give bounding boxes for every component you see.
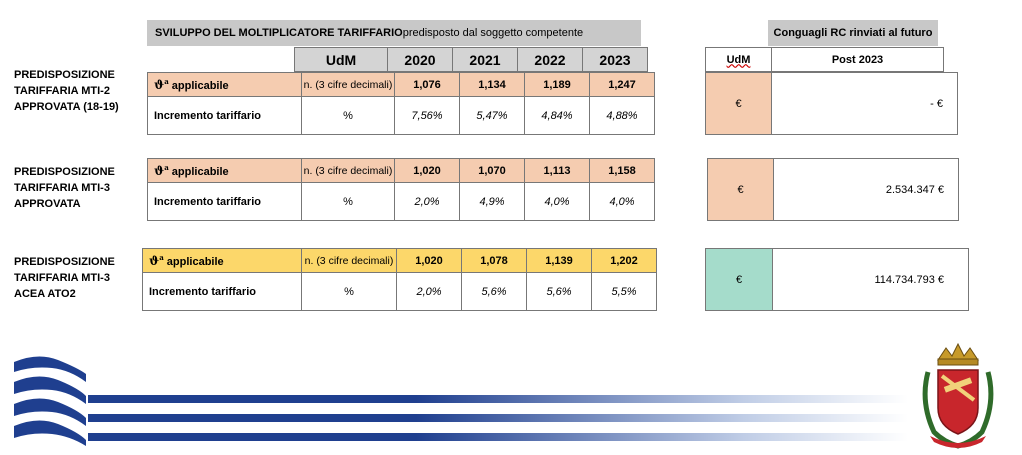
value-cell: 1,076 <box>395 73 460 97</box>
value-cell: 1,078 <box>462 249 527 273</box>
table-row <box>148 159 655 183</box>
value-cell: 2,0% <box>395 183 460 221</box>
udm-cell: % <box>302 183 395 221</box>
value-cell: 1,139 <box>527 249 592 273</box>
main-title-rest: predisposto dal soggetto competente <box>402 27 584 39</box>
theta-label: $ϑ^a$ applicabile <box>148 73 302 97</box>
right-value-cell: 114.734.793 € <box>773 249 969 311</box>
value-cell: 2,0% <box>397 273 462 311</box>
col-year-2023: 2023 <box>583 48 648 72</box>
right-table-mti2 <box>705 72 958 135</box>
section-label-mti2: PREDISPOSIZIONE TARIFFARIA MTI-2 APPROVATA (18-19) <box>14 69 119 113</box>
theta-label: $ϑ^a$ applicabile <box>148 159 302 183</box>
col-year-2022: 2022 <box>518 48 583 72</box>
water-wave-logo <box>8 352 88 447</box>
table-acea <box>142 248 657 311</box>
value-cell: 1,134 <box>460 73 525 97</box>
value-cell: 1,113 <box>525 159 590 183</box>
col-year-2021: 2021 <box>453 48 518 72</box>
section-label-mti3: PREDISPOSIZIONE TARIFFARIA MTI-3 APPROVATA <box>14 166 115 210</box>
value-cell: 4,0% <box>590 183 655 221</box>
udm-cell: n. (3 cifre decimali) <box>302 249 397 273</box>
value-cell: 5,5% <box>592 273 657 311</box>
table-row <box>143 249 657 273</box>
udm-cell: % <box>302 97 395 135</box>
value-cell: 1,020 <box>395 159 460 183</box>
section-label-acea: PREDISPOSIZIONE TARIFFARIA MTI-3 ACEA ATO2 <box>14 256 115 300</box>
value-cell: 5,47% <box>460 97 525 135</box>
coat-of-arms-emblem <box>916 342 1000 450</box>
value-cell: 1,020 <box>397 249 462 273</box>
increment-label: Incremento tariffario <box>143 273 302 311</box>
right-value-cell: 2.534.347 € <box>774 159 959 221</box>
main-column-header <box>294 47 648 72</box>
value-cell: 1,189 <box>525 73 590 97</box>
value-cell: 5,6% <box>462 273 527 311</box>
value-cell: 4,9% <box>460 183 525 221</box>
value-cell: 1,070 <box>460 159 525 183</box>
right-title-text: Conguagli RC rinviati al futuro <box>773 27 933 39</box>
right-column-header <box>705 47 944 72</box>
value-cell: 1,202 <box>592 249 657 273</box>
table-row <box>143 273 657 311</box>
increment-label: Incremento tariffario <box>148 183 302 221</box>
value-cell: 7,56% <box>395 97 460 135</box>
decorative-stripe <box>88 433 908 441</box>
table-mti2 <box>147 72 655 135</box>
right-udm-cell: € <box>706 73 772 135</box>
decorative-stripe <box>88 414 908 422</box>
value-cell: 4,88% <box>590 97 655 135</box>
table-row <box>148 183 655 221</box>
right-table-acea <box>705 248 969 311</box>
right-table-title <box>768 20 938 46</box>
value-cell: 1,158 <box>590 159 655 183</box>
value-cell: 5,6% <box>527 273 592 311</box>
table-row <box>148 73 655 97</box>
increment-label: Incremento tariffario <box>148 97 302 135</box>
theta-label: $ϑ^a$ applicabile <box>143 249 302 273</box>
udm-cell: n. (3 cifre decimali) <box>302 159 395 183</box>
value-cell: 4,0% <box>525 183 590 221</box>
table-mti3 <box>147 158 655 221</box>
col-udm: UdM <box>295 48 388 72</box>
value-cell: 4,84% <box>525 97 590 135</box>
main-table-title <box>147 20 641 46</box>
right-udm-cell: € <box>708 159 774 221</box>
right-table-mti3 <box>707 158 959 221</box>
right-udm-cell: € <box>706 249 773 311</box>
udm-cell: % <box>302 273 397 311</box>
right-value-cell: - € <box>772 73 958 135</box>
col-year-2020: 2020 <box>388 48 453 72</box>
main-title-bold: SVILUPPO DEL MOLTIPLICATORE TARIFFARIO <box>155 27 403 39</box>
right-col-post: Post 2023 <box>772 48 944 72</box>
value-cell: 1,247 <box>590 73 655 97</box>
decorative-stripe <box>88 395 908 403</box>
right-col-udm: UdM <box>706 48 772 72</box>
table-row <box>148 97 655 135</box>
udm-cell: n. (3 cifre decimali) <box>302 73 395 97</box>
